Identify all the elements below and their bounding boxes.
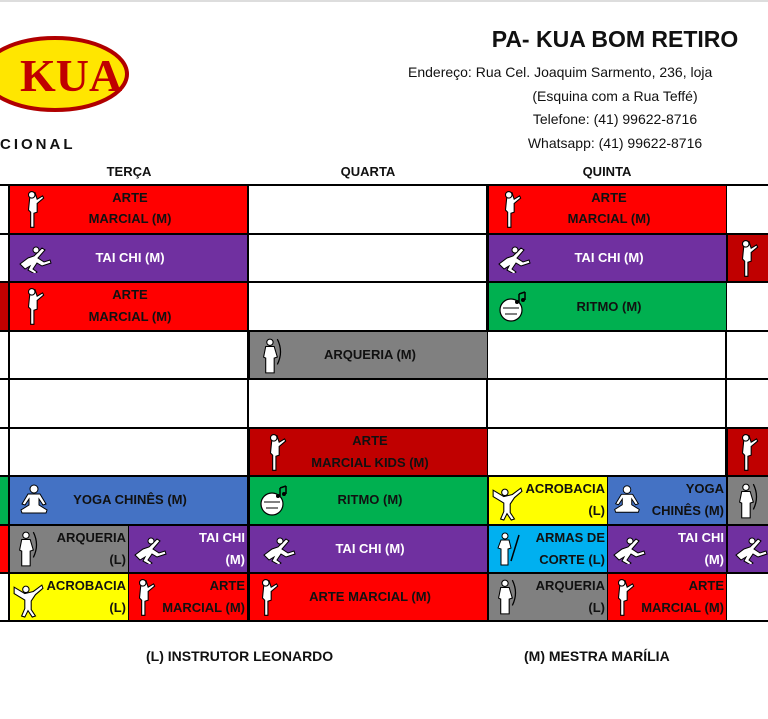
class-arte-marcial[interactable] bbox=[249, 573, 488, 621]
class-arqueria[interactable] bbox=[249, 331, 488, 379]
yoga-icon bbox=[16, 483, 52, 517]
class-label: (M) bbox=[704, 552, 724, 567]
class-partial[interactable] bbox=[727, 428, 768, 476]
class-label: YOGA bbox=[685, 481, 724, 496]
class-label: ARTE bbox=[688, 578, 724, 593]
class-label: RITMO (M) bbox=[337, 492, 403, 507]
class-label: ACROBACIA bbox=[525, 481, 605, 496]
top-border bbox=[0, 0, 768, 2]
martial-artist-icon bbox=[264, 433, 290, 473]
class-label: (L) bbox=[588, 503, 605, 518]
class-tai-chi[interactable] bbox=[607, 525, 727, 573]
day-header-terca: TERÇA bbox=[106, 164, 152, 179]
tai-chi-icon bbox=[732, 534, 768, 564]
music-drum-icon bbox=[495, 289, 531, 325]
day-header-quinta: QUINTA bbox=[582, 164, 632, 179]
martial-artist-icon bbox=[256, 578, 282, 618]
class-label: YOGA CHINÊS (M) bbox=[73, 492, 187, 507]
class-label: ARMAS DE bbox=[535, 530, 605, 545]
svg-text:KUA: KUA bbox=[20, 50, 123, 101]
class-partial[interactable] bbox=[0, 476, 9, 525]
class-arte-marcial[interactable] bbox=[488, 185, 727, 234]
class-label: CORTE (L) bbox=[539, 552, 605, 567]
class-label: ARTE bbox=[352, 433, 388, 448]
class-arte-marcial[interactable] bbox=[9, 185, 248, 234]
whatsapp: Whatsapp: (41) 99622-8716 bbox=[527, 135, 703, 151]
archer-icon bbox=[734, 482, 760, 520]
class-label: (L) bbox=[109, 552, 126, 567]
class-armas-de-corte[interactable] bbox=[488, 525, 608, 573]
martial-artist-icon bbox=[22, 287, 48, 327]
footer-instructor: (L) INSTRUTOR LEONARDO bbox=[146, 648, 334, 664]
music-drum-icon bbox=[256, 483, 292, 519]
class-label: CHINÊS (M) bbox=[651, 503, 724, 518]
class-partial[interactable] bbox=[727, 234, 768, 282]
footer-mestra: (M) MESTRA MARÍLIA bbox=[524, 648, 670, 664]
class-label: ARTE bbox=[209, 578, 245, 593]
class-label: TAI CHI (M) bbox=[95, 250, 165, 265]
tai-chi-icon bbox=[495, 243, 531, 273]
martial-artist-icon bbox=[499, 190, 525, 230]
class-label: RITMO (M) bbox=[576, 299, 642, 314]
class-label: MARCIAL KIDS (M) bbox=[311, 455, 429, 470]
class-acrobacia[interactable] bbox=[488, 476, 608, 525]
day-header-quarta: QUARTA bbox=[340, 164, 396, 179]
class-label: MARCIAL (M) bbox=[641, 600, 724, 615]
phone: Telefone: (41) 99622-8716 bbox=[532, 111, 698, 127]
class-label: ARTE bbox=[591, 190, 627, 205]
archer-icon bbox=[258, 337, 284, 375]
class-arte-marcial[interactable] bbox=[128, 573, 248, 621]
class-label: (L) bbox=[588, 600, 605, 615]
class-arte-marcial[interactable] bbox=[607, 573, 727, 621]
class-label: ARTE bbox=[112, 287, 148, 302]
class-label: ARQUERIA bbox=[535, 578, 605, 593]
class-yoga-chines[interactable] bbox=[607, 476, 727, 525]
class-ritmo[interactable] bbox=[249, 476, 488, 525]
class-partial[interactable] bbox=[727, 476, 768, 525]
class-ritmo[interactable] bbox=[488, 282, 727, 331]
class-label: TAI CHI (M) bbox=[574, 250, 644, 265]
logo-subtitle: CIONAL bbox=[0, 136, 76, 153]
class-arqueria[interactable] bbox=[488, 573, 608, 621]
class-acrobacia[interactable] bbox=[9, 573, 129, 621]
class-arte-marcial[interactable] bbox=[9, 282, 248, 331]
class-arqueria[interactable] bbox=[9, 525, 129, 573]
class-label: TAI CHI bbox=[199, 530, 245, 545]
address-corner: (Esquina com a Rua Teffé) bbox=[532, 88, 698, 104]
class-label: (L) bbox=[109, 600, 126, 615]
class-partial[interactable] bbox=[0, 282, 9, 331]
class-label: TAI CHI bbox=[678, 530, 724, 545]
class-arte-marcial-kids[interactable] bbox=[249, 428, 488, 476]
class-tai-chi[interactable] bbox=[9, 234, 248, 282]
class-tai-chi[interactable] bbox=[128, 525, 248, 573]
class-partial[interactable] bbox=[0, 525, 9, 573]
tai-chi-icon bbox=[16, 243, 52, 273]
class-tai-chi[interactable] bbox=[249, 525, 488, 573]
class-label: ARTE bbox=[112, 190, 148, 205]
sword-icon bbox=[493, 530, 521, 568]
class-yoga-chines[interactable] bbox=[9, 476, 248, 525]
martial-artist-icon bbox=[22, 190, 48, 230]
class-label: ARTE MARCIAL (M) bbox=[309, 589, 431, 604]
archer-icon bbox=[493, 578, 519, 616]
martial-artist-icon bbox=[736, 239, 762, 279]
class-label: TAI CHI (M) bbox=[335, 541, 405, 556]
address: Endereço: Rua Cel. Joaquim Sarmento, 236, loja bbox=[408, 64, 713, 80]
class-label: MARCIAL (M) bbox=[567, 211, 651, 226]
page-title: PA- KUA BOM RETIRO bbox=[491, 26, 739, 52]
class-label: ACROBACIA bbox=[46, 578, 126, 593]
class-label: MARCIAL (M) bbox=[162, 600, 245, 615]
class-label: MARCIAL (M) bbox=[88, 309, 172, 324]
class-tai-chi[interactable] bbox=[488, 234, 727, 282]
martial-artist-icon bbox=[736, 433, 762, 473]
class-partial[interactable] bbox=[727, 525, 768, 573]
pakua-logo bbox=[0, 33, 130, 115]
class-label: MARCIAL (M) bbox=[88, 211, 172, 226]
class-label: ARQUERIA bbox=[56, 530, 126, 545]
class-label: ARQUERIA (M) bbox=[324, 347, 416, 362]
archer-icon bbox=[14, 530, 40, 568]
class-label: (M) bbox=[225, 552, 245, 567]
